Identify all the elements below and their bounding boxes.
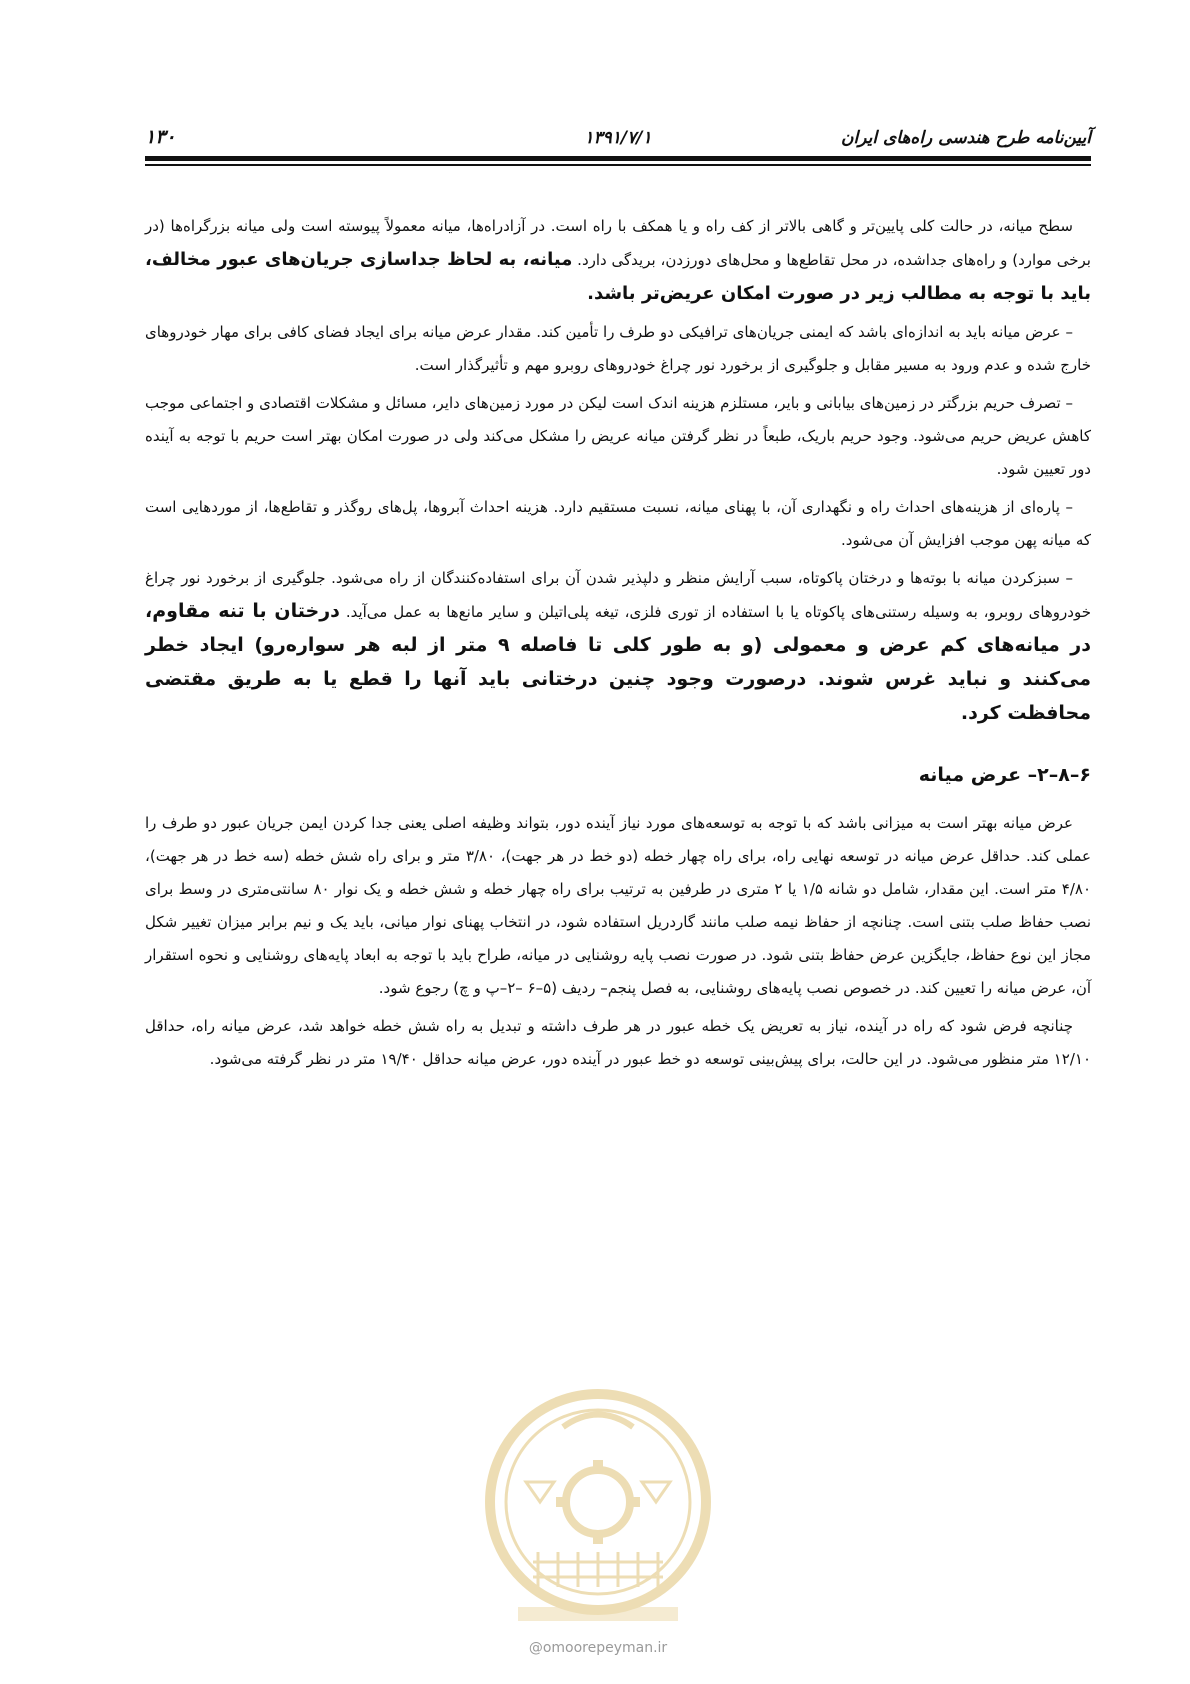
header-rule-thin	[145, 164, 1091, 166]
paragraph-1-text: سطح میانه، در حالت کلی پایین‌تر و گاهی بالاتر از کف راه و یا همکف با راه است. در آزادراه‌ها، میانه معمولاً پیوسته است ولی میانه بزرگراه‌ها (در برخی موارد) و راه‌های جداشده، در محل تقاطع‌ها و محل‌های دورزدن، بریدگی دارد.	[145, 217, 1091, 269]
paragraph-5-bold: درختان با تنه مقاوم، در میانه‌های کم عرض و معمولی (و به طور کلی تا فاصله ۹ متر از لبه هر سواره‌رو) ایجاد خطر می‌کنند و نباید غرس شوند. درصورت وجود چنین درختانی باید آنها را قطع یا به طریق مقتضی محافظت کرد.	[145, 600, 1091, 724]
body-text	[145, 210, 1091, 1081]
paragraph-5-text: – سبزکردن میانه با بوته‌ها و درختان پاکوتاه، سبب آرایش منظر و دلپذیر شدن آن برای استفاده‌کنندگان از راه می‌شود. جلوگیری از برخورد نور چراغ خودروهای روبرو، به وسیله رستنی‌های پاکوتاه یا با استفاده از توری فلزی، تیغه پلی‌اتیلن و سایر مانع‌ها به عمل می‌آید.	[145, 569, 1091, 621]
paragraph-6: عرض میانه بهتر است به میزانی باشد که با توجه به توسعه‌های مورد نیاز آینده دور، بتواند وظیفه اصلی یعنی جدا کردن ایمن جریان عبور دو طرف را عملی کند. حداقل عرض میانه در توسعه نهایی راه، برای راه چهار خطه (دو خط در هر جهت)، ۳/۸۰ متر و برای راه شش خطه (سه خط در هر جهت)، ۴/۸۰ متر است. این مقدار، شامل دو شانه ۱/۵ یا ۲ متری در طرفین به ترتیب برای راه چهار خطه و شش خطه و یک نوار ۸۰ سانتی‌متری در وسط برای نصب حفاظ صلب بتنی است. چنانچه از حفاظ نیمه صلب مانند گاردریل استفاده شود، در انتخاب پهنای نوار میانی، باید یک و نیم برابر میزان تغییر شکل مجاز این نوع حفاظ، جایگزین عرض حفاظ بتنی شود. در صورت نصب پایه روشنایی در میانه، طراح باید با توجه به ابعاد پایه‌های روشنایی و نحوه استقرار آن، عرض میانه را تعیین کند. در خصوص نصب پایه‌های روشنایی، به فصل پنجم– ردیف (۵–۶ –۲–پ و چ) رجوع شود.	[145, 814, 1092, 997]
paragraph-7: چنانچه فرض شود که راه در آینده، نیاز به تعریض یک خطه عبور در هر طرف داشته و تبدیل به راه شش خطه خواهد شد، عرض میانه راه، حداقل ۱۲/۱۰ متر منظور می‌شود. در این حالت، برای پیش‌بینی توسعه دو خط عبور در آینده دور، عرض میانه حداقل ۱۹/۴۰ متر در نظر گرفته می‌شود.	[145, 1017, 1091, 1068]
header-date: ۱۳۹۱/۷/۱	[584, 128, 652, 148]
paragraph-3: – تصرف حریم بزرگتر در زمین‌های بیابانی و بایر، مستلزم هزینه اندک است لیکن در مورد زمین‌های دایر، مسائل و مشکلات اقتصادی و اجتماعی موجب کاهش عریض حریم می‌شود. وجود حریم باریک، طبعاً در نظر گرفتن میانه عریض را مشکل می‌کند ولی در صورت امکان بهتر است حریم با توجه به آینده دور تعیین شود.	[145, 394, 1091, 478]
section-heading: ۶–۸–۲– عرض میانه	[918, 764, 1091, 786]
page-header	[145, 124, 1091, 154]
watermark-text: @omoorepeyman.ir	[528, 1640, 668, 1656]
paragraph-1	[145, 210, 1091, 311]
paragraph-1-bold: میانه، به لحاظ جداسازی جریان‌های عبور مخالف، باید با توجه به مطالب زیر در صورت امکان عریض‌تر باشد.	[145, 249, 1091, 304]
page-number: ۱۳۰	[145, 126, 176, 148]
paragraph-5	[145, 562, 1091, 731]
watermark-seal-icon	[478, 1382, 718, 1637]
header-rule-thick	[145, 156, 1091, 161]
paragraph-4: – پاره‌ای از هزینه‌های احداث راه و نگهداری آن، با پهنای میانه، نسبت مستقیم دارد. هزینه احداث آبروها، پل‌های روگذر و تقاطع‌ها، از موردهایی است که میانه پهن موجب افزایش آن می‌شود.	[145, 498, 1091, 549]
watermark-logo	[478, 1382, 718, 1662]
header-title: آیین‌نامه طرح هندسی راه‌های ایران	[841, 128, 1091, 148]
paragraph-2: – عرض میانه باید به اندازه‌ای باشد که ایمنی جریان‌های ترافیکی دو طرف را تأمین کند. مقدار عرض میانه برای ایجاد فضای کافی برای مهار خودروهای خارج شده و عدم ورود به مسیر مقابل و جلوگیری از برخورد نور چراغ خودروهای روبرو مهم و تأثیرگذار است.	[145, 323, 1091, 374]
